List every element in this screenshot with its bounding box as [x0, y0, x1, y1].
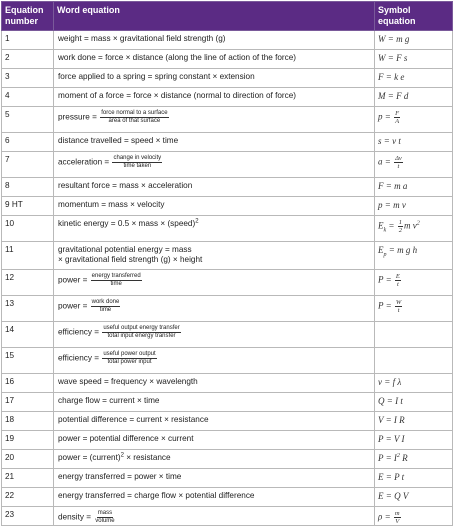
table-row	[2, 133, 453, 152]
symbol-equation	[375, 507, 453, 526]
equation-number: 21	[2, 469, 54, 488]
table-row	[2, 107, 453, 133]
word-equation	[54, 374, 375, 393]
table-row	[2, 216, 453, 242]
word-equation-prefix: efficiency =	[58, 327, 102, 337]
word-equation-text: power = potential difference × current	[58, 434, 194, 443]
symbol-fraction	[394, 510, 401, 525]
symbol-equation	[375, 31, 453, 50]
symbol-equation	[375, 178, 453, 197]
symbol-fraction-denominator: t	[397, 163, 400, 170]
symbol-equation	[375, 488, 453, 507]
symbol-equation	[375, 216, 453, 242]
symbol-equation	[375, 450, 453, 469]
word-fraction-denominator: total power input	[107, 359, 152, 365]
symbol-equation-text: Q = I t	[378, 396, 403, 406]
symbol-equals: =	[386, 220, 397, 231]
symbol-equation	[375, 348, 453, 374]
word-fraction-numerator: force normal to a surface	[101, 110, 168, 116]
symbol-equation	[375, 431, 453, 450]
word-superscript: 2	[120, 452, 124, 459]
equation-number: 15	[2, 348, 54, 374]
symbol-fraction-numerator: W	[395, 299, 402, 306]
word-equation	[54, 431, 375, 450]
table-row	[2, 197, 453, 216]
word-equation-text: work done = force × distance (along the line of action of the force)	[58, 53, 297, 62]
word-equation-prefix: power =	[58, 301, 90, 311]
symbol-suffix: m v	[404, 220, 417, 231]
symbol-equation-text: s = v t	[378, 136, 401, 146]
word-equation	[54, 133, 375, 152]
word-equation	[54, 469, 375, 488]
symbol-fraction-numerator: Δv	[395, 155, 402, 162]
word-fraction-denominator: area of that surface	[108, 118, 161, 124]
equation-number: 1	[2, 31, 54, 50]
word-fraction-numerator: work done	[91, 299, 120, 305]
word-equation-text: weight = mass × gravitational field strength (g)	[58, 34, 226, 43]
word-equation	[54, 488, 375, 507]
word-fraction	[112, 155, 162, 170]
symbol-suffix: R	[399, 453, 408, 463]
equation-number: 22	[2, 488, 54, 507]
symbol-subscript: k	[383, 227, 387, 234]
symbol-prefix: P =	[378, 274, 394, 285]
symbol-fraction-numerator: 1	[398, 219, 402, 226]
word-fraction-numerator: useful power output	[103, 351, 156, 357]
word-equation-prefix: density =	[58, 512, 94, 522]
symbol-fraction	[394, 155, 403, 170]
symbol-equation-text: E = Q V	[378, 491, 409, 501]
equation-number: 19	[2, 431, 54, 450]
symbol-prefix: a =	[378, 156, 394, 167]
word-equation-text: power = (current)	[58, 453, 121, 462]
word-equation	[54, 31, 375, 50]
symbol-equation	[375, 412, 453, 431]
symbol-suffix: = m g h	[386, 245, 418, 255]
symbol-fraction-denominator: t	[397, 307, 400, 314]
symbol-equation	[375, 197, 453, 216]
equation-number: 16	[2, 374, 54, 393]
symbol-fraction	[394, 110, 400, 125]
word-equation	[54, 322, 375, 348]
word-equation	[54, 242, 375, 270]
word-fraction-numerator: energy transferred	[91, 273, 141, 279]
word-equation-line-1: gravitational potential energy = mass	[58, 245, 192, 254]
symbol-equation-text: v = f λ	[378, 377, 402, 387]
word-equation-text: kinetic energy = 0.5 × mass × (speed)	[58, 219, 196, 228]
word-equation	[54, 69, 375, 88]
word-equation-text: potential difference = current × resistance	[58, 415, 209, 424]
word-fraction	[91, 273, 142, 288]
word-equation-text: charge flow = current × time	[58, 396, 160, 405]
symbol-equation-text: p = m v	[378, 200, 406, 210]
symbol-equation-text: F = m a	[378, 181, 408, 191]
word-equation-text: force applied to a spring = spring constant × extension	[58, 72, 255, 81]
symbol-equation	[375, 50, 453, 69]
table-row	[2, 412, 453, 431]
equation-number: 20	[2, 450, 54, 469]
word-equation-prefix: acceleration =	[58, 157, 112, 167]
header-symbol-equation: Symbol equation	[375, 2, 453, 31]
word-fraction	[100, 110, 168, 125]
symbol-prefix: E	[378, 220, 384, 231]
equation-number: 14	[2, 322, 54, 348]
word-fraction-denominator: total input energy transfer	[107, 333, 176, 339]
word-fraction-denominator: time	[99, 307, 112, 313]
equation-number: 5	[2, 107, 54, 133]
symbol-fraction-numerator: E	[395, 273, 400, 280]
table-row	[2, 270, 453, 296]
word-fraction	[102, 325, 180, 340]
symbol-equation	[375, 133, 453, 152]
equation-number: 17	[2, 393, 54, 412]
table-row	[2, 393, 453, 412]
symbol-fraction-denominator: A	[395, 118, 400, 125]
symbol-prefix: ρ =	[378, 511, 393, 522]
table-row	[2, 69, 453, 88]
word-superscript: 2	[195, 218, 199, 225]
word-equation	[54, 88, 375, 107]
word-equation	[54, 152, 375, 178]
word-equation	[54, 296, 375, 322]
equations-table	[1, 1, 453, 526]
symbol-fraction-denominator: V	[395, 518, 400, 525]
symbol-equation-text: W = F s	[378, 53, 408, 63]
symbol-equation-text: F = k e	[378, 72, 405, 82]
symbol-fraction	[398, 219, 403, 234]
symbol-fraction-numerator: F	[395, 110, 400, 117]
word-equation	[54, 178, 375, 197]
table-row	[2, 469, 453, 488]
table-row	[2, 374, 453, 393]
symbol-equation	[375, 374, 453, 393]
word-equation-text: wave speed = frequency × wavelength	[58, 377, 198, 386]
symbol-equation	[375, 242, 453, 270]
word-equation-prefix: efficiency =	[58, 353, 102, 363]
table-row	[2, 296, 453, 322]
symbol-equation-text: M = F d	[378, 91, 409, 101]
table-row	[2, 88, 453, 107]
symbol-fraction-numerator: m	[394, 510, 400, 517]
symbol-equation	[375, 69, 453, 88]
table-row	[2, 431, 453, 450]
symbol-prefix: p =	[378, 111, 394, 122]
word-equation-text: moment of a force = force × distance (normal to direction of force)	[58, 91, 297, 100]
equation-number: 13	[2, 296, 54, 322]
equation-number: 11	[2, 242, 54, 270]
table-row	[2, 507, 453, 526]
header-word-equation: Word equation	[54, 2, 375, 31]
symbol-prefix: E	[378, 245, 384, 255]
table-row	[2, 152, 453, 178]
symbol-prefix: P =	[378, 300, 394, 311]
equation-number: 4	[2, 88, 54, 107]
word-equation-text: energy transferred = power × time	[58, 472, 182, 481]
word-fraction-denominator: time	[110, 281, 122, 287]
symbol-prefix: P = I	[378, 453, 397, 463]
word-fraction-numerator: mass	[97, 510, 113, 516]
symbol-superscript: 2	[396, 453, 400, 459]
word-fraction	[91, 299, 121, 314]
word-fraction-numerator: change in velocity	[113, 155, 162, 161]
symbol-equation	[375, 296, 453, 322]
word-equation	[54, 270, 375, 296]
symbol-equation	[375, 88, 453, 107]
word-fraction-denominator: volume	[95, 518, 115, 524]
symbol-equation-text: P = V I	[378, 434, 405, 444]
table-row	[2, 50, 453, 69]
symbol-equation-text: V = I R	[378, 415, 405, 425]
symbol-superscript: 2	[416, 220, 420, 227]
word-equation-text: energy transferred = charge flow × potential difference	[58, 491, 255, 500]
word-fraction	[102, 351, 156, 366]
word-equation	[54, 393, 375, 412]
symbol-fraction	[395, 299, 402, 314]
table-row	[2, 242, 453, 270]
table-row	[2, 322, 453, 348]
word-equation	[54, 412, 375, 431]
word-equation	[54, 107, 375, 133]
word-equation	[54, 50, 375, 69]
header-row	[2, 2, 453, 31]
word-equation	[54, 216, 375, 242]
equation-number: 23	[2, 507, 54, 526]
word-equation-prefix: power =	[58, 275, 90, 285]
symbol-equation	[375, 107, 453, 133]
word-equation	[54, 450, 375, 469]
table-row	[2, 31, 453, 50]
symbol-equation	[375, 393, 453, 412]
symbol-equation	[375, 322, 453, 348]
table-row	[2, 488, 453, 507]
word-equation	[54, 197, 375, 216]
equation-number: 8	[2, 178, 54, 197]
symbol-equation-text: W = m g	[378, 34, 410, 44]
symbol-subscript: p	[383, 251, 387, 258]
table-row	[2, 178, 453, 197]
word-equation	[54, 348, 375, 374]
word-equation-text: distance travelled = speed × time	[58, 136, 179, 145]
symbol-equation	[375, 469, 453, 488]
symbol-fraction-denominator: t	[397, 281, 399, 288]
word-equation-suffix: × resistance	[123, 453, 171, 462]
symbol-fraction-denominator: 2	[398, 227, 402, 234]
equation-number: 6	[2, 133, 54, 152]
equation-number: 2	[2, 50, 54, 69]
table-row	[2, 348, 453, 374]
word-equation-text: resultant force = mass × acceleration	[58, 181, 193, 190]
word-fraction-denominator: time taken	[123, 163, 152, 169]
table-row	[2, 450, 453, 469]
symbol-equation	[375, 152, 453, 178]
word-fraction	[94, 510, 115, 525]
word-fraction-numerator: useful output energy transfer	[103, 325, 180, 331]
equation-number: 3	[2, 69, 54, 88]
symbol-fraction	[395, 273, 401, 288]
word-equation-text: momentum = mass × velocity	[58, 200, 165, 209]
header-equation-number: Equation number	[2, 2, 54, 31]
equation-number: 18	[2, 412, 54, 431]
equation-number: 7	[2, 152, 54, 178]
equation-number: 9 HT	[2, 197, 54, 216]
word-equation	[54, 507, 375, 526]
equation-number: 12	[2, 270, 54, 296]
word-equation-line-2: × gravitational field strength (g) × height	[58, 255, 203, 264]
symbol-equation	[375, 270, 453, 296]
symbol-equation-text: E = P t	[378, 472, 405, 482]
equation-number: 10	[2, 216, 54, 242]
word-equation-prefix: pressure =	[58, 112, 100, 122]
